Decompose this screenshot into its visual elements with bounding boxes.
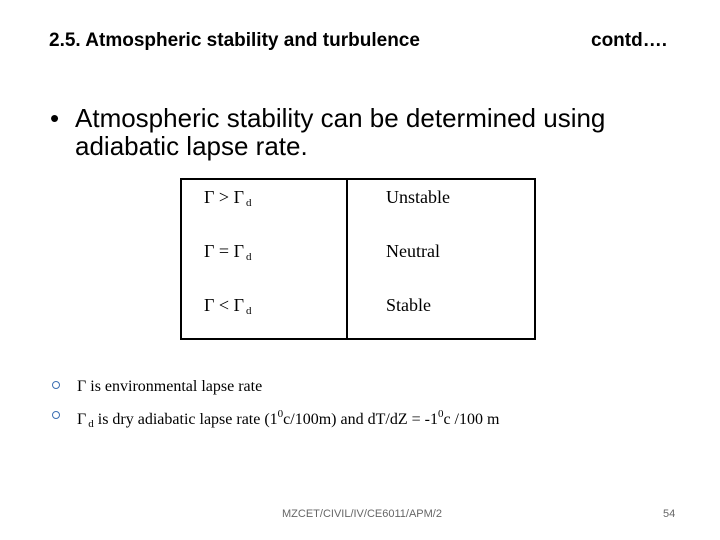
footer-course-code: MZCET/CIVIL/IV/CE6011/APM/2	[282, 508, 442, 520]
table-cell-condition: Neutral	[386, 241, 440, 261]
slide-title: 2.5. Atmospheric stability and turbulence	[49, 30, 420, 51]
table-cell-relation: Γ = Γ $_d$	[204, 241, 252, 263]
bullet-text: Atmospheric stability can be determined using adiabatic lapse rate.	[75, 103, 606, 161]
table-cell-condition: Stable	[386, 295, 431, 315]
note-text: Γ $_d$ is dry adiabatic lapse rate $(1^0c/100m)$ and $dT/dZ = -1^0c$ /100 m	[77, 408, 500, 430]
circle-bullet-icon	[52, 411, 60, 419]
stability-table	[180, 178, 536, 340]
table-column-divider	[346, 180, 348, 338]
table-cell-condition: Unstable	[386, 187, 450, 207]
continued-label: contd….	[591, 30, 667, 51]
table-cell-relation: Γ > Γ $_d$	[204, 187, 252, 209]
circle-bullet-icon	[52, 381, 60, 389]
bullet-icon: •	[50, 103, 60, 133]
page-number: 54	[663, 508, 676, 520]
note-text: Γ is environmental lapse rate	[77, 378, 263, 395]
table-cell-relation: Γ < Γ $_d$	[204, 295, 252, 317]
